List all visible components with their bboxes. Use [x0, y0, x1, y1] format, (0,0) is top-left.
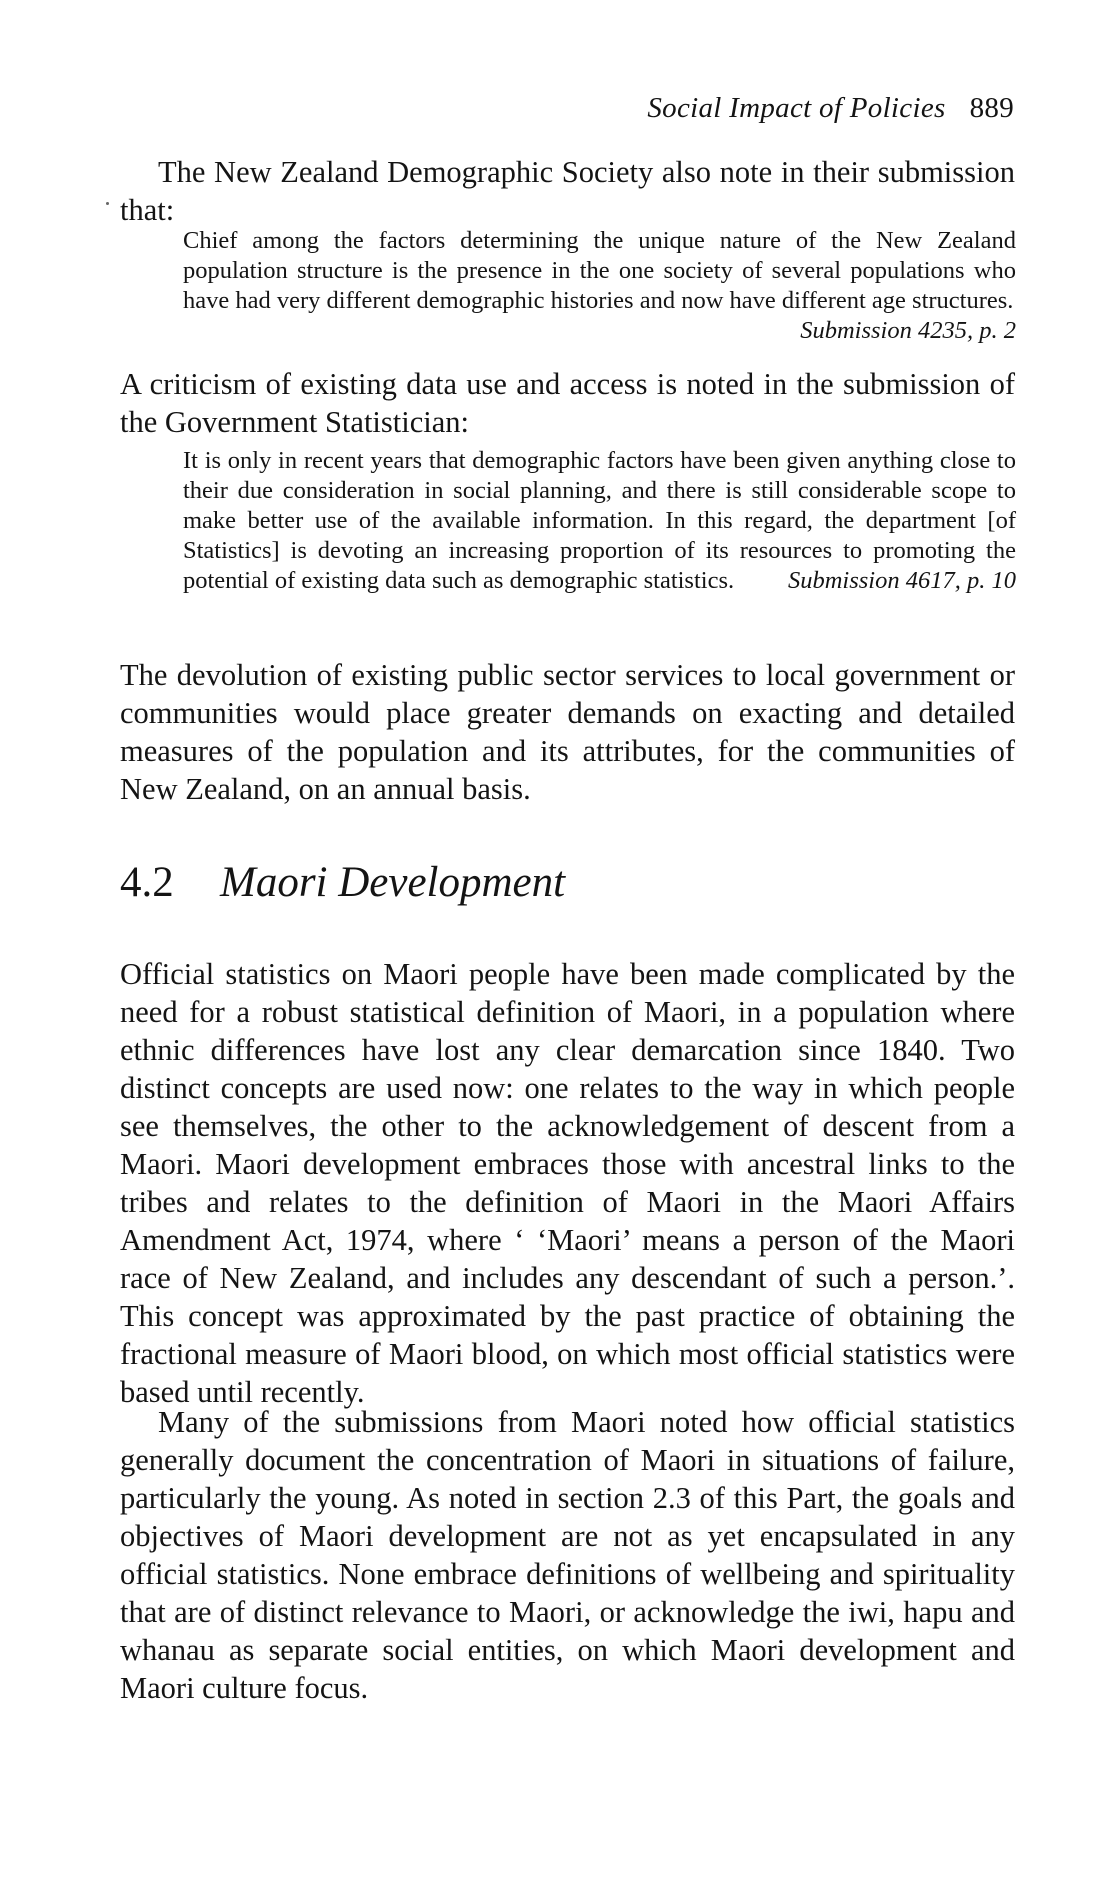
running-header: [647, 92, 1014, 125]
running-title: Social Impact of Policies: [647, 92, 946, 124]
paragraph-government-statistician: A criticism of existing data use and access is noted in the submission of the Government Statistician:: [120, 367, 1015, 439]
paragraph-devolution: The devolution of existing public sector services to local government or communities would place greater demands on exacting and detailed measures of the population and its attributes, for the communities of New Zealand, on an annual basis.: [120, 658, 1015, 806]
paragraph-official-statistics-maori: Official statistics on Maori people have been made complicated by the need for a robust statistical definition of Maori, in a population where ethnic differences have lost any clear demarcation since 1840. Two distinct concepts are used now: one relates to the way in which people see themselves, the other to the acknowledgement of descent from a Maori. Maori development embraces those with ancestral links to the tribes and relates to the definition of Maori in the Maori Affairs Amendment Act, 1974, where ‘ ‘Maori’ means a person of the Maori race of New Zealand, and includes any descendant of such a person.’. This concept was approximated by the past practice of obtaining the fractional measure of Maori blood, on which most official statistics were based until recently.: [120, 957, 1015, 1409]
paragraph-maori-submissions: Many of the submissions from Maori noted how official statistics generally document the concentration of Maori in situations of failure, particularly the young. As noted in section 2.3 of this Part, the goals and objectives of Maori development are not as yet encapsulated in any official statistics. None embrace definitions of wellbeing and spirituality that are of distinct relevance to Maori, or acknowledge the iwi, hapu and whanau as separate social entities, on which Maori development and Maori culture focus.: [120, 1405, 1015, 1705]
block-quote-demographic-society: [183, 226, 1016, 346]
block-quote-government-statistician: [183, 446, 1016, 596]
quote-text: Chief among the factors determining the unique nature of the New Zealand population structure is the presence in the one society of several populations who have had very different demographic histories and now have different age structures.: [183, 227, 1016, 314]
section-heading: [120, 858, 565, 907]
quote-citation: Submission 4617, p. 10: [787, 567, 1016, 594]
paragraph-intro-demographic-society: The New Zealand Demographic Society also note in their submission that:: [120, 155, 1015, 227]
margin-mark: [106, 202, 109, 205]
page-number: 889: [969, 92, 1014, 124]
quote-text: It is only in recent years that demographic factors have been given anything close to their due consideration in social planning, and there is still considerable scope to make better use of the available information. In this regard, the department [of Statistics] is devoting an increasing proportion of its resources to promoting the potential of existing data such as demographic statistics.: [183, 447, 1016, 594]
section-number: 4.2: [120, 859, 174, 906]
section-title: Maori Development: [220, 859, 566, 906]
quote-citation: Submission 4235, p. 2: [800, 317, 1016, 344]
